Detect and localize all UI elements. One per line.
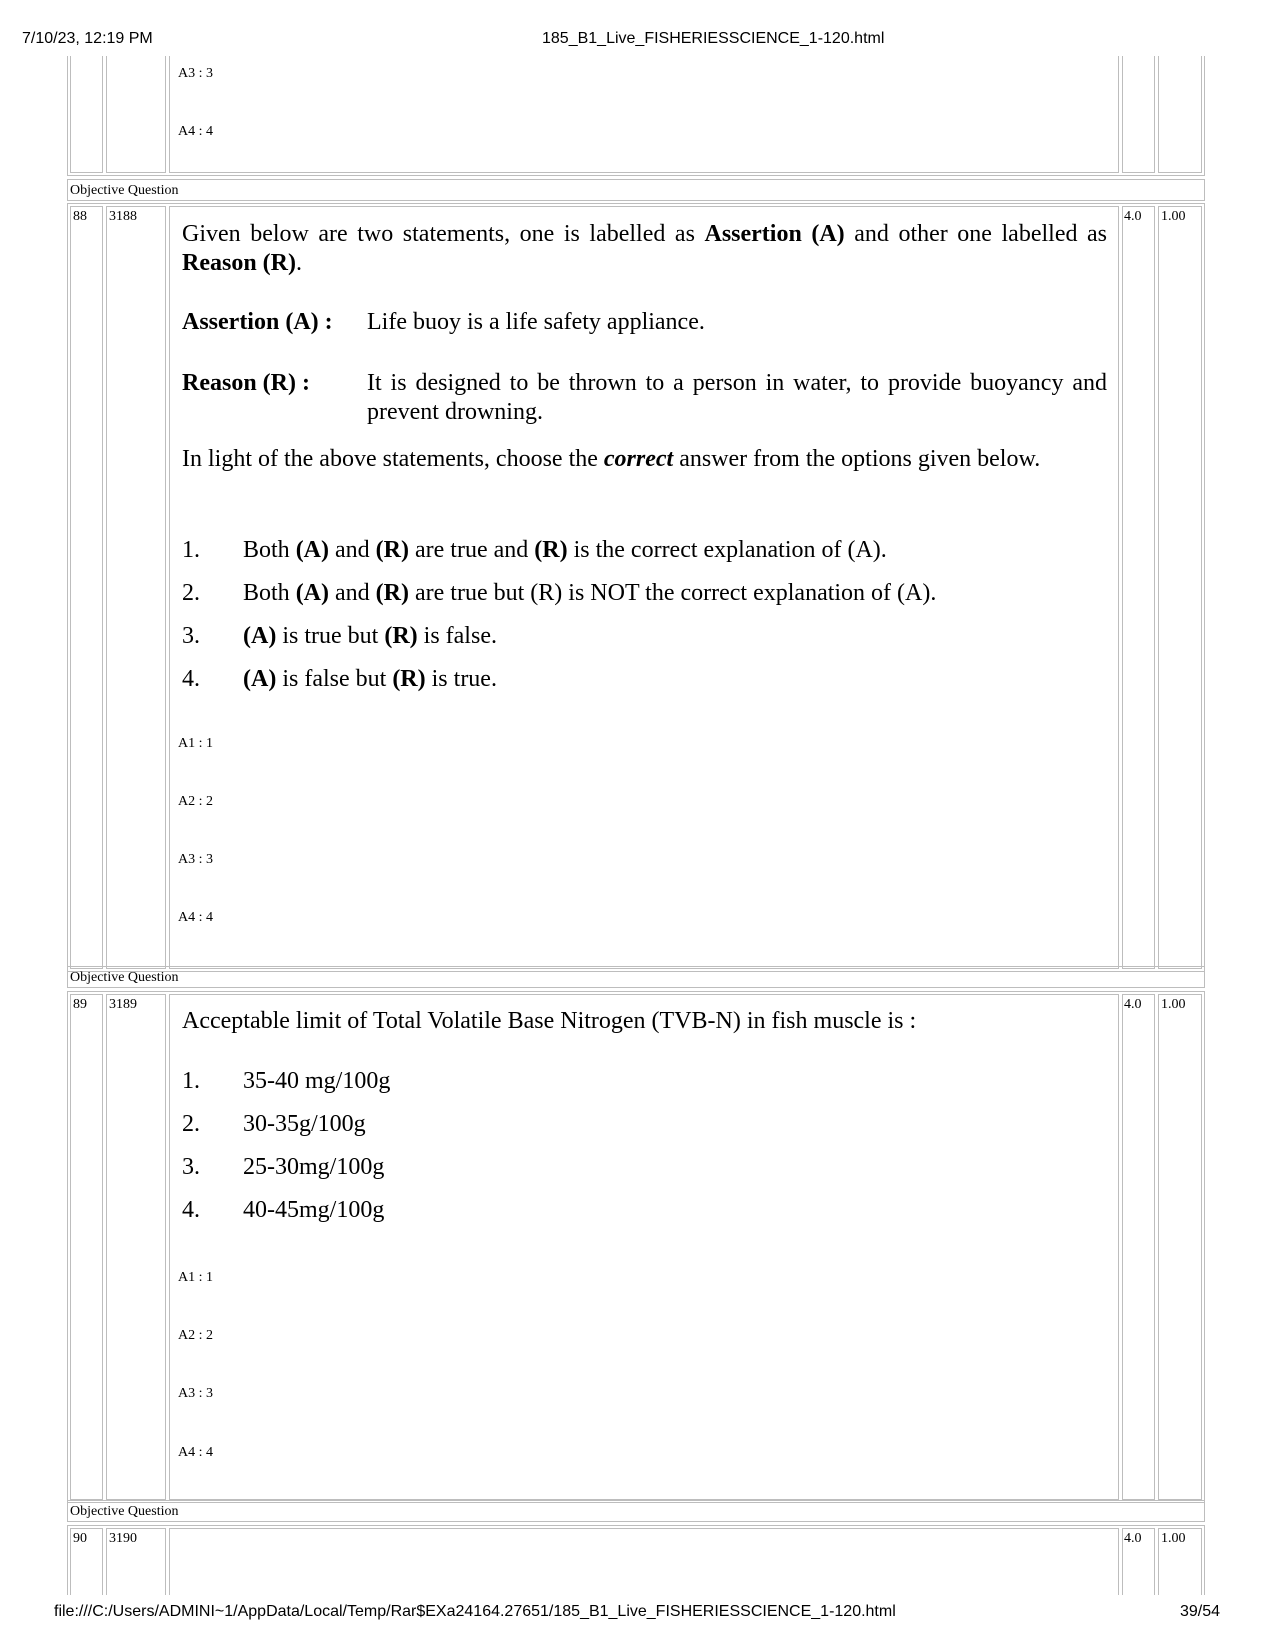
reason-label: Reason (R) :	[182, 370, 310, 396]
section-label-row	[67, 1500, 1205, 1522]
option-text: 40-45mg/100g	[243, 1197, 385, 1223]
option-number: 4.	[182, 1197, 200, 1223]
question-marks: 4.0	[1124, 997, 1142, 1012]
question-text: Given below are two statements, one is labelled as Assertion (A) and other one labelled as Reason (R).	[182, 221, 1108, 276]
option-text: Both (A) and (R) are true and (R) is the correct explanation of (A).	[243, 537, 887, 563]
print-datetime: 7/10/23, 12:19 PM	[22, 30, 153, 47]
section-label: Objective Question	[70, 970, 179, 985]
question-text: Acceptable limit of Total Volatile Base Nitrogen (TVB-N) in fish muscle is :	[182, 1008, 917, 1034]
section-label-row	[67, 179, 1205, 201]
option-number: 2.	[182, 580, 200, 606]
question-id: 3190	[109, 1531, 137, 1546]
option-text: (A) is true but (R) is false.	[243, 623, 497, 649]
question-negative-marks: 1.00	[1161, 1531, 1186, 1546]
print-page-number: 39/54	[1180, 1603, 1221, 1620]
option-number: 4.	[182, 666, 200, 692]
option-number: 3.	[182, 1154, 200, 1180]
reason-text: It is designed to be thrown to a person in water, to provide buoyancy and prevent drowning.	[367, 370, 1107, 425]
answer-label: A2 : 2	[178, 1328, 213, 1343]
answer-label: A4 : 4	[178, 124, 213, 139]
assertion-label: Assertion (A) :	[182, 309, 333, 335]
question-id: 3188	[109, 209, 137, 224]
print-file-path: file:///C:/Users/ADMINI~1/AppData/Local/Temp/Rar$EXa24164.27651/185_B1_Live_FISHERIESSCIENCE_1-120.html	[54, 1603, 896, 1620]
option-text: (A) is false but (R) is true.	[243, 666, 497, 692]
answer-label: A3 : 3	[178, 1386, 213, 1401]
answer-label: A4 : 4	[178, 1445, 213, 1460]
question-id: 3189	[109, 997, 137, 1012]
answer-label: A1 : 1	[178, 1270, 213, 1285]
option-text: 35-40 mg/100g	[243, 1068, 391, 1094]
answer-label: A1 : 1	[178, 736, 213, 751]
option-number: 2.	[182, 1111, 200, 1137]
section-label: Objective Question	[70, 183, 179, 198]
assertion-text: Life buoy is a life safety appliance.	[367, 309, 705, 335]
question-marks: 4.0	[1124, 209, 1142, 224]
option-text: 25-30mg/100g	[243, 1154, 385, 1180]
answer-label: A2 : 2	[178, 794, 213, 809]
option-text: 30-35g/100g	[243, 1111, 366, 1137]
question-serial: 88	[73, 209, 87, 224]
section-label-row	[67, 966, 1205, 988]
option-number: 1.	[182, 1068, 200, 1094]
answer-label: A4 : 4	[178, 910, 213, 925]
question-serial: 90	[73, 1531, 87, 1546]
option-number: 3.	[182, 623, 200, 649]
answer-label: A3 : 3	[178, 66, 213, 81]
question-marks: 4.0	[1124, 1531, 1142, 1546]
section-label: Objective Question	[70, 1504, 179, 1519]
option-text: Both (A) and (R) are true but (R) is NOT the correct explanation of (A).	[243, 580, 937, 606]
answer-label: A3 : 3	[178, 852, 213, 867]
option-number: 1.	[182, 537, 200, 563]
question-serial: 89	[73, 997, 87, 1012]
question-negative-marks: 1.00	[1161, 209, 1186, 224]
question-negative-marks: 1.00	[1161, 997, 1186, 1012]
print-title: 185_B1_Live_FISHERIESSCIENCE_1-120.html	[542, 30, 885, 47]
instruction-text: In light of the above statements, choose the correct answer from the options given below.	[182, 446, 1041, 472]
